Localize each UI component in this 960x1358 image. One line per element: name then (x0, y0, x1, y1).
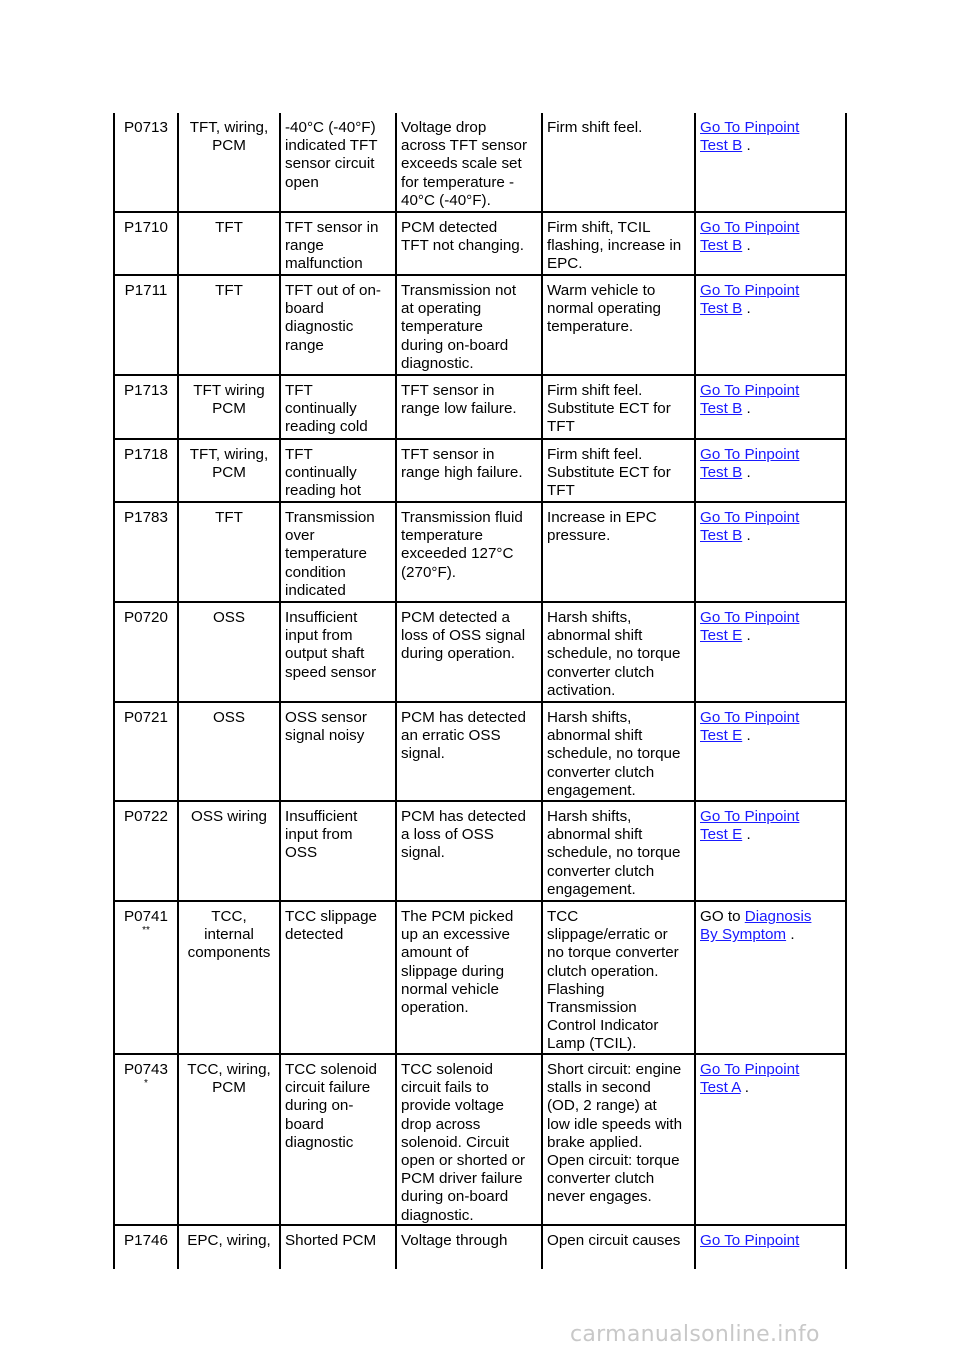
link-suffix: . (746, 527, 751, 545)
dtc-code-cell (113, 808, 179, 826)
condition-cell: OSS sensor signal noisy (285, 709, 367, 745)
action-cell (700, 119, 845, 155)
pinpoint-link[interactable]: Go To Pinpoint (700, 709, 800, 726)
dtc-code: P1711 (124, 282, 168, 299)
description-cell: PCM has detected an erratic OSS signal. (401, 709, 526, 763)
pinpoint-test-link[interactable]: Test B (700, 464, 743, 482)
dtc-table (113, 113, 847, 1269)
component-cell: TFT (215, 282, 243, 299)
pinpoint-test-link[interactable]: Test B (700, 300, 743, 318)
link-suffix: . (746, 464, 751, 482)
dtc-code-cell (113, 1061, 179, 1089)
pinpoint-test-link[interactable]: Test E (700, 627, 743, 645)
pinpoint-link[interactable]: Go To Pinpoint (700, 1061, 800, 1078)
link-suffix: . (746, 826, 751, 844)
dtc-code: P0721 (124, 709, 168, 726)
link-suffix: . (746, 727, 751, 745)
description-cell: TCC solenoid circuit fails to provide voltage drop across solenoid. Circuit open or shorted or PCM driver failure during on-board diagnostic. (401, 1061, 526, 1224)
pinpoint-test-link[interactable]: Test B (700, 400, 743, 418)
dtc-code: P1718 (124, 446, 168, 463)
dtc-code: P1783 (124, 509, 168, 526)
dtc-code: P0743 (124, 1061, 168, 1078)
description-cell: Voltage through (401, 1232, 508, 1249)
pinpoint-link[interactable]: Go To Pinpoint (700, 609, 800, 626)
symptom-cell: Harsh shifts, abnormal shift schedule, no torque converter clutch engagement. (547, 709, 681, 799)
link-suffix: . (790, 926, 795, 944)
symptom-cell: Firm shift feel. Substitute ECT for TFT (547, 382, 671, 436)
condition-cell: TCC solenoid circuit failure during on- board diagnostic (285, 1061, 378, 1151)
pinpoint-test-link[interactable]: By Symptom (700, 926, 787, 944)
row-divider (113, 800, 847, 802)
action-cell (700, 908, 845, 944)
action-cell (700, 509, 845, 545)
link-suffix: . (746, 237, 751, 255)
dtc-code-cell (113, 219, 179, 237)
symptom-cell: Short circuit: engine stalls in second (OD, 2 range) at low idle speeds with brake applied. Open circuit: torque converter clutch never engages. (547, 1061, 683, 1206)
action-cell (700, 808, 845, 844)
dtc-code-cell (113, 509, 179, 527)
pinpoint-link[interactable]: Go To Pinpoint (700, 382, 800, 399)
description-cell: Transmission fluid temperature exceeded 127°C (270°F). (401, 509, 523, 581)
row-divider (113, 211, 847, 213)
link-suffix: . (746, 400, 751, 418)
condition-cell: Shorted PCM (285, 1232, 377, 1249)
action-cell (700, 382, 845, 418)
condition-cell: TFT continually reading cold (285, 382, 368, 436)
row-divider (113, 374, 847, 376)
component-cell: OSS (212, 709, 246, 726)
row-divider (113, 601, 847, 603)
condition-cell: TFT sensor in range malfunction (285, 219, 379, 273)
description-cell: TFT sensor in range high failure. (401, 446, 523, 482)
pinpoint-link[interactable]: Go To Pinpoint (700, 119, 800, 136)
symptom-cell: Increase in EPC pressure. (547, 509, 657, 545)
condition-cell: -40°C (-40°F) indicated TFT sensor circuit open (285, 119, 378, 191)
component-cell: TFT (215, 219, 243, 236)
action-cell (700, 219, 845, 255)
dtc-code-cell (113, 1232, 179, 1250)
component-cell: OSS (212, 609, 246, 626)
dtc-code: P0722 (124, 808, 168, 825)
component-cell: TFT wiring PCM (193, 382, 265, 418)
dtc-code-cell (113, 382, 179, 400)
dtc-code: P1710 (124, 219, 168, 236)
row-divider (113, 701, 847, 703)
column-divider (541, 113, 543, 1269)
link-suffix: . (746, 137, 751, 155)
description-cell: PCM detected a loss of OSS signal during operation. (401, 609, 526, 663)
symptom-cell: Firm shift feel. (547, 119, 643, 136)
dtc-code-cell (113, 908, 179, 936)
condition-cell: Insufficient input from output shaft speed sensor (285, 609, 377, 681)
condition-cell: Insufficient input from OSS (285, 808, 358, 862)
dtc-code: P0713 (124, 119, 168, 136)
component-cell: TCC, internal components (187, 908, 271, 962)
component-cell: OSS wiring (191, 808, 267, 825)
row-divider (113, 438, 847, 440)
column-divider (395, 113, 397, 1269)
dtc-code: P0720 (124, 609, 168, 626)
symptom-cell: Firm shift, TCIL flashing, increase in EPC. (547, 219, 682, 273)
condition-cell: Transmission over temperature condition indicated (285, 509, 375, 599)
pinpoint-link[interactable]: Go To Pinpoint (700, 282, 800, 299)
dtc-code: P1746 (124, 1232, 168, 1249)
action-cell (700, 1061, 845, 1097)
dtc-code: P1713 (124, 382, 168, 399)
component-cell: TFT, wiring, PCM (189, 119, 269, 155)
action-cell (700, 709, 845, 745)
symptom-cell: Warm vehicle to normal operating temperature. (547, 282, 661, 336)
dtc-code-cell (113, 709, 179, 727)
dtc-code: P0741 (124, 908, 168, 925)
row-divider (113, 900, 847, 902)
row-divider (113, 1053, 847, 1055)
description-cell: Transmission not at operating temperature during on-board diagnostic. (401, 282, 517, 372)
dtc-code-note: ** (142, 925, 150, 937)
action-cell (700, 1232, 845, 1250)
description-cell: TFT sensor in range low failure. (401, 382, 517, 418)
link-suffix: . (746, 300, 751, 318)
condition-cell: TFT continually reading hot (285, 446, 361, 500)
pinpoint-link[interactable]: Diagnosis (744, 908, 812, 925)
pinpoint-link[interactable]: Go To Pinpoint (700, 1232, 800, 1249)
condition-cell: TCC slippage detected (285, 908, 378, 944)
pinpoint-link[interactable]: Go To Pinpoint (700, 219, 800, 236)
dtc-code-cell (113, 119, 179, 137)
description-cell: PCM has detected a loss of OSS signal. (401, 808, 526, 862)
symptom-cell: Harsh shifts, abnormal shift schedule, no torque converter clutch engagement. (547, 808, 681, 898)
condition-cell: TFT out of on- board diagnostic range (285, 282, 381, 354)
dtc-code-note: * (144, 1078, 148, 1090)
watermark: carmanualsonline.info (570, 1322, 820, 1347)
pinpoint-test-link[interactable]: Test B (700, 237, 743, 255)
dtc-code-cell (113, 609, 179, 627)
link-suffix: . (746, 627, 751, 645)
pinpoint-test-link[interactable]: Test B (700, 527, 743, 545)
component-cell: TFT (215, 509, 243, 526)
link-suffix: . (744, 1079, 749, 1097)
column-divider (845, 113, 847, 1269)
component-cell: EPC, wiring, (187, 1232, 271, 1249)
row-divider (113, 501, 847, 503)
row-divider (113, 274, 847, 276)
dtc-code-cell (113, 282, 179, 300)
symptom-cell: TCC slippage/erratic or no torque converter clutch operation. Flashing Transmission Control Indicator Lamp (TCIL). (547, 908, 679, 1053)
symptom-cell: Open circuit causes (547, 1232, 681, 1249)
component-cell: TFT, wiring, PCM (189, 446, 269, 482)
action-cell (700, 282, 845, 318)
action-prefix: GO to (700, 908, 745, 925)
pinpoint-link[interactable]: Go To Pinpoint (700, 509, 800, 526)
action-cell (700, 446, 845, 482)
pinpoint-test-link[interactable]: Test E (700, 727, 743, 745)
action-cell (700, 609, 845, 645)
description-cell: PCM detected TFT not changing. (401, 219, 524, 255)
symptom-cell: Harsh shifts, abnormal shift schedule, no torque converter clutch activation. (547, 609, 681, 699)
pinpoint-link[interactable]: Go To Pinpoint (700, 446, 800, 463)
pinpoint-test-link[interactable]: Test B (700, 137, 743, 155)
column-divider (279, 113, 281, 1269)
component-cell: TCC, wiring, PCM (187, 1061, 271, 1097)
pinpoint-link[interactable]: Go To Pinpoint (700, 808, 800, 825)
description-cell: Voltage drop across TFT sensor exceeds scale set for temperature - 40°C (-40°F). (401, 119, 528, 209)
pinpoint-test-link[interactable]: Test A (700, 1079, 741, 1097)
dtc-code-cell (113, 446, 179, 464)
description-cell: The PCM picked up an excessive amount of slippage during normal vehicle operation. (401, 908, 514, 1017)
symptom-cell: Firm shift feel. Substitute ECT for TFT (547, 446, 671, 500)
pinpoint-test-link[interactable]: Test E (700, 826, 743, 844)
